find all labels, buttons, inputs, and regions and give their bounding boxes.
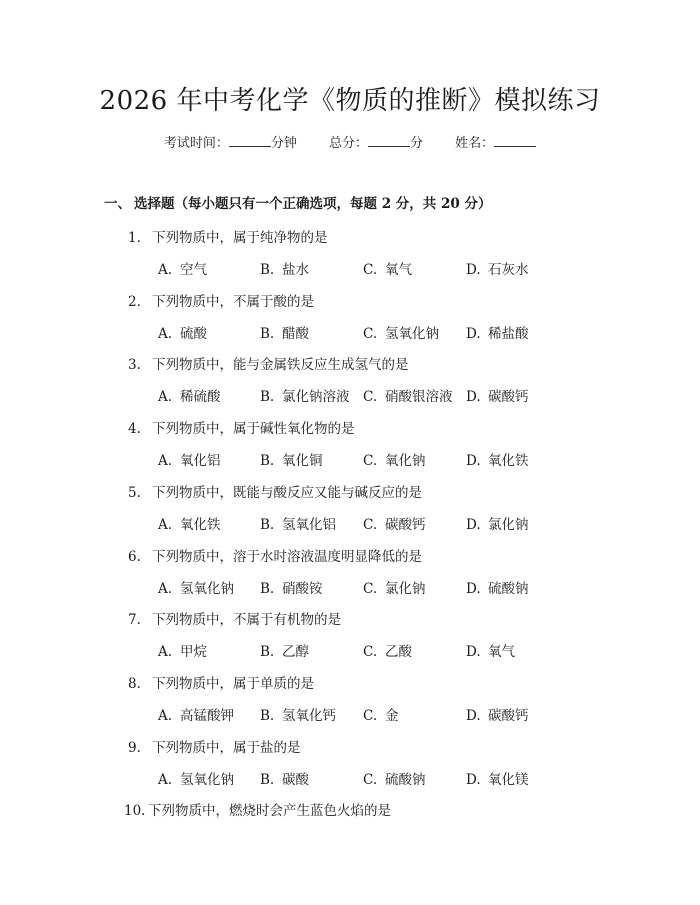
option-b[interactable] — [260, 768, 309, 788]
option-c[interactable] — [363, 449, 426, 469]
option-text: 硫酸钠 — [488, 580, 529, 597]
option-text: 碳酸钙 — [385, 516, 426, 533]
option-d[interactable] — [466, 768, 529, 788]
exam-time-blank — [229, 135, 271, 147]
option-a[interactable] — [158, 704, 234, 724]
option-b[interactable] — [260, 513, 336, 533]
option-c[interactable] — [363, 322, 439, 342]
question-number: 1. — [128, 230, 141, 246]
exam-info-line — [0, 132, 700, 151]
question-6 — [128, 545, 422, 565]
option-text: 氧化镁 — [488, 771, 529, 788]
total-score-blank — [368, 135, 410, 147]
option-letter: A. — [158, 580, 173, 597]
section-title: 选择题（每小题只有一个正确选项，每题 2 分，共 20 分） — [134, 196, 492, 212]
question-text: 下列物质中，属于盐的是 — [152, 739, 301, 756]
question-5 — [128, 481, 422, 501]
option-text: 石灰水 — [488, 262, 529, 278]
section-heading — [104, 192, 491, 212]
option-a[interactable] — [158, 449, 221, 469]
option-letter: D. — [466, 771, 481, 788]
option-letter: D. — [466, 580, 481, 597]
option-text: 氧化钠 — [385, 453, 426, 470]
exam-time-field — [164, 136, 297, 151]
option-text: 盐水 — [282, 262, 309, 278]
question-7 — [128, 608, 341, 628]
option-letter: D. — [466, 644, 481, 661]
question-10 — [124, 799, 391, 819]
question-number: 9. — [128, 739, 141, 756]
option-letter: D. — [466, 389, 481, 406]
exam-time-label: 考试时间： — [163, 136, 229, 151]
option-text: 乙醇 — [282, 644, 309, 661]
option-letter: A. — [158, 516, 173, 533]
question-number: 6. — [128, 548, 141, 565]
option-text: 硝酸银溶液 — [385, 389, 453, 406]
option-d[interactable] — [466, 640, 515, 660]
option-a[interactable] — [158, 640, 207, 660]
total-score-field — [329, 136, 423, 151]
question-number: 7. — [128, 612, 141, 629]
option-letter: A. — [158, 325, 173, 342]
option-letter: C. — [363, 707, 378, 724]
option-text: 氧化铝 — [180, 453, 221, 470]
option-letter: A. — [158, 453, 173, 470]
option-a[interactable] — [158, 385, 221, 405]
question-number: 10. — [124, 803, 146, 820]
option-b[interactable] — [260, 258, 309, 278]
option-letter: B. — [260, 644, 275, 661]
question-3 — [128, 353, 409, 373]
option-letter: B. — [260, 453, 275, 470]
option-letter: B. — [260, 325, 275, 342]
option-text: 稀硫酸 — [180, 389, 221, 406]
total-score-label: 总分： — [328, 136, 368, 151]
student-name-field — [455, 136, 536, 151]
question-text: 下列物质中，既能与酸反应又能与碱反应的是 — [152, 484, 422, 501]
option-letter: A. — [158, 771, 173, 788]
option-b[interactable] — [260, 640, 309, 660]
option-a[interactable] — [158, 322, 207, 342]
option-text: 甲烷 — [180, 644, 207, 661]
page-title: 2026 年中考化学《物质的推断》模拟练习 — [99, 86, 601, 116]
option-letter: D. — [466, 516, 481, 533]
option-text: 氧化铁 — [488, 453, 529, 470]
question-text: 下列物质中，属于纯净物的是 — [152, 230, 328, 246]
exam-time-unit: 分钟 — [270, 136, 297, 151]
option-d[interactable] — [466, 385, 529, 405]
option-letter: D. — [466, 707, 481, 724]
option-text: 氢氧化钙 — [282, 707, 336, 724]
question-text: 下列物质中，溶于水时溶液温度明显降低的是 — [152, 548, 422, 565]
option-letter: C. — [363, 453, 378, 470]
option-text: 硝酸铵 — [282, 580, 323, 597]
option-text: 空气 — [180, 262, 207, 278]
option-letter: B. — [260, 262, 275, 278]
option-letter: C. — [363, 262, 378, 278]
option-letter: B. — [260, 707, 275, 724]
student-name-blank — [494, 135, 536, 147]
option-letter: D. — [466, 325, 481, 342]
option-letter: B. — [260, 580, 275, 597]
option-b[interactable] — [260, 577, 323, 597]
option-text: 氢氧化钠 — [180, 580, 234, 597]
question-8 — [128, 672, 314, 692]
option-text: 氢氧化铝 — [282, 516, 336, 533]
question-text: 下列物质中，燃烧时会产生蓝色火焰的是 — [148, 803, 391, 820]
question-2 — [128, 290, 314, 310]
option-letter: C. — [363, 771, 378, 788]
option-text: 高锰酸钾 — [180, 707, 234, 724]
option-text: 氯化钠 — [385, 580, 426, 597]
option-c[interactable] — [363, 704, 399, 724]
option-c[interactable] — [363, 577, 426, 597]
option-text: 氯化钠溶液 — [282, 389, 350, 406]
option-text: 醋酸 — [282, 325, 309, 342]
option-text: 乙酸 — [385, 644, 412, 661]
question-text: 下列物质中，能与金属铁反应生成氢气的是 — [152, 357, 409, 374]
option-c[interactable] — [363, 768, 426, 788]
option-text: 硫酸 — [180, 325, 207, 342]
option-letter: B. — [260, 389, 275, 406]
question-number: 2. — [128, 293, 141, 310]
option-d[interactable] — [466, 258, 529, 278]
option-d[interactable] — [466, 704, 529, 724]
option-b[interactable] — [260, 322, 309, 342]
option-c[interactable] — [363, 385, 453, 405]
option-c[interactable] — [363, 258, 412, 278]
option-letter: D. — [466, 453, 481, 470]
option-c[interactable] — [363, 640, 412, 660]
question-1 — [128, 226, 328, 246]
option-text: 碳酸钙 — [488, 389, 529, 406]
option-letter: A. — [158, 262, 173, 278]
option-d[interactable] — [466, 513, 529, 533]
option-text: 氢氧化钠 — [180, 771, 234, 788]
option-d[interactable] — [466, 322, 529, 342]
question-number: 5. — [128, 484, 141, 501]
option-text: 氢氧化钠 — [385, 325, 439, 342]
option-letter: B. — [260, 516, 275, 533]
option-letter: C. — [363, 325, 378, 342]
question-9 — [128, 736, 301, 756]
option-text: 硫酸钠 — [385, 771, 426, 788]
option-text: 碳酸 — [282, 771, 309, 788]
option-letter: B. — [260, 771, 275, 788]
student-name-label: 姓名： — [455, 136, 495, 151]
question-text: 下列物质中，不属于有机物的是 — [152, 612, 341, 629]
option-b[interactable] — [260, 449, 323, 469]
option-text: 稀盐酸 — [488, 325, 529, 342]
option-letter: D. — [466, 262, 481, 278]
question-text: 下列物质中，属于碱性氧化物的是 — [152, 421, 355, 438]
question-number: 4. — [128, 421, 141, 438]
option-text: 氧化铁 — [180, 516, 221, 533]
option-text: 氧化铜 — [282, 453, 323, 470]
option-a[interactable] — [158, 513, 221, 533]
option-letter: C. — [363, 580, 378, 597]
option-d[interactable] — [466, 449, 529, 469]
option-text: 氧气 — [488, 644, 515, 661]
option-letter: A. — [158, 644, 173, 661]
option-letter: A. — [158, 707, 173, 724]
option-a[interactable] — [158, 577, 234, 597]
option-letter: A. — [158, 389, 173, 406]
question-number: 3. — [128, 357, 141, 374]
option-c[interactable] — [363, 513, 426, 533]
option-text: 金 — [385, 707, 399, 724]
total-score-unit: 分 — [410, 136, 424, 151]
option-a[interactable] — [158, 768, 234, 788]
option-letter: C. — [363, 516, 378, 533]
option-letter: C. — [363, 389, 378, 406]
option-b[interactable] — [260, 704, 336, 724]
option-letter: C. — [363, 644, 378, 661]
option-text: 碳酸钙 — [488, 707, 529, 724]
section-number: 一、 — [104, 196, 131, 212]
question-number: 8. — [128, 675, 141, 692]
question-4 — [128, 417, 355, 437]
option-d[interactable] — [466, 577, 529, 597]
question-text: 下列物质中，属于单质的是 — [152, 675, 314, 692]
option-text: 氯化钠 — [488, 516, 529, 533]
option-text: 氧气 — [385, 262, 412, 278]
option-b[interactable] — [260, 385, 350, 405]
option-a[interactable] — [158, 258, 207, 278]
question-text: 下列物质中，不属于酸的是 — [152, 293, 314, 310]
